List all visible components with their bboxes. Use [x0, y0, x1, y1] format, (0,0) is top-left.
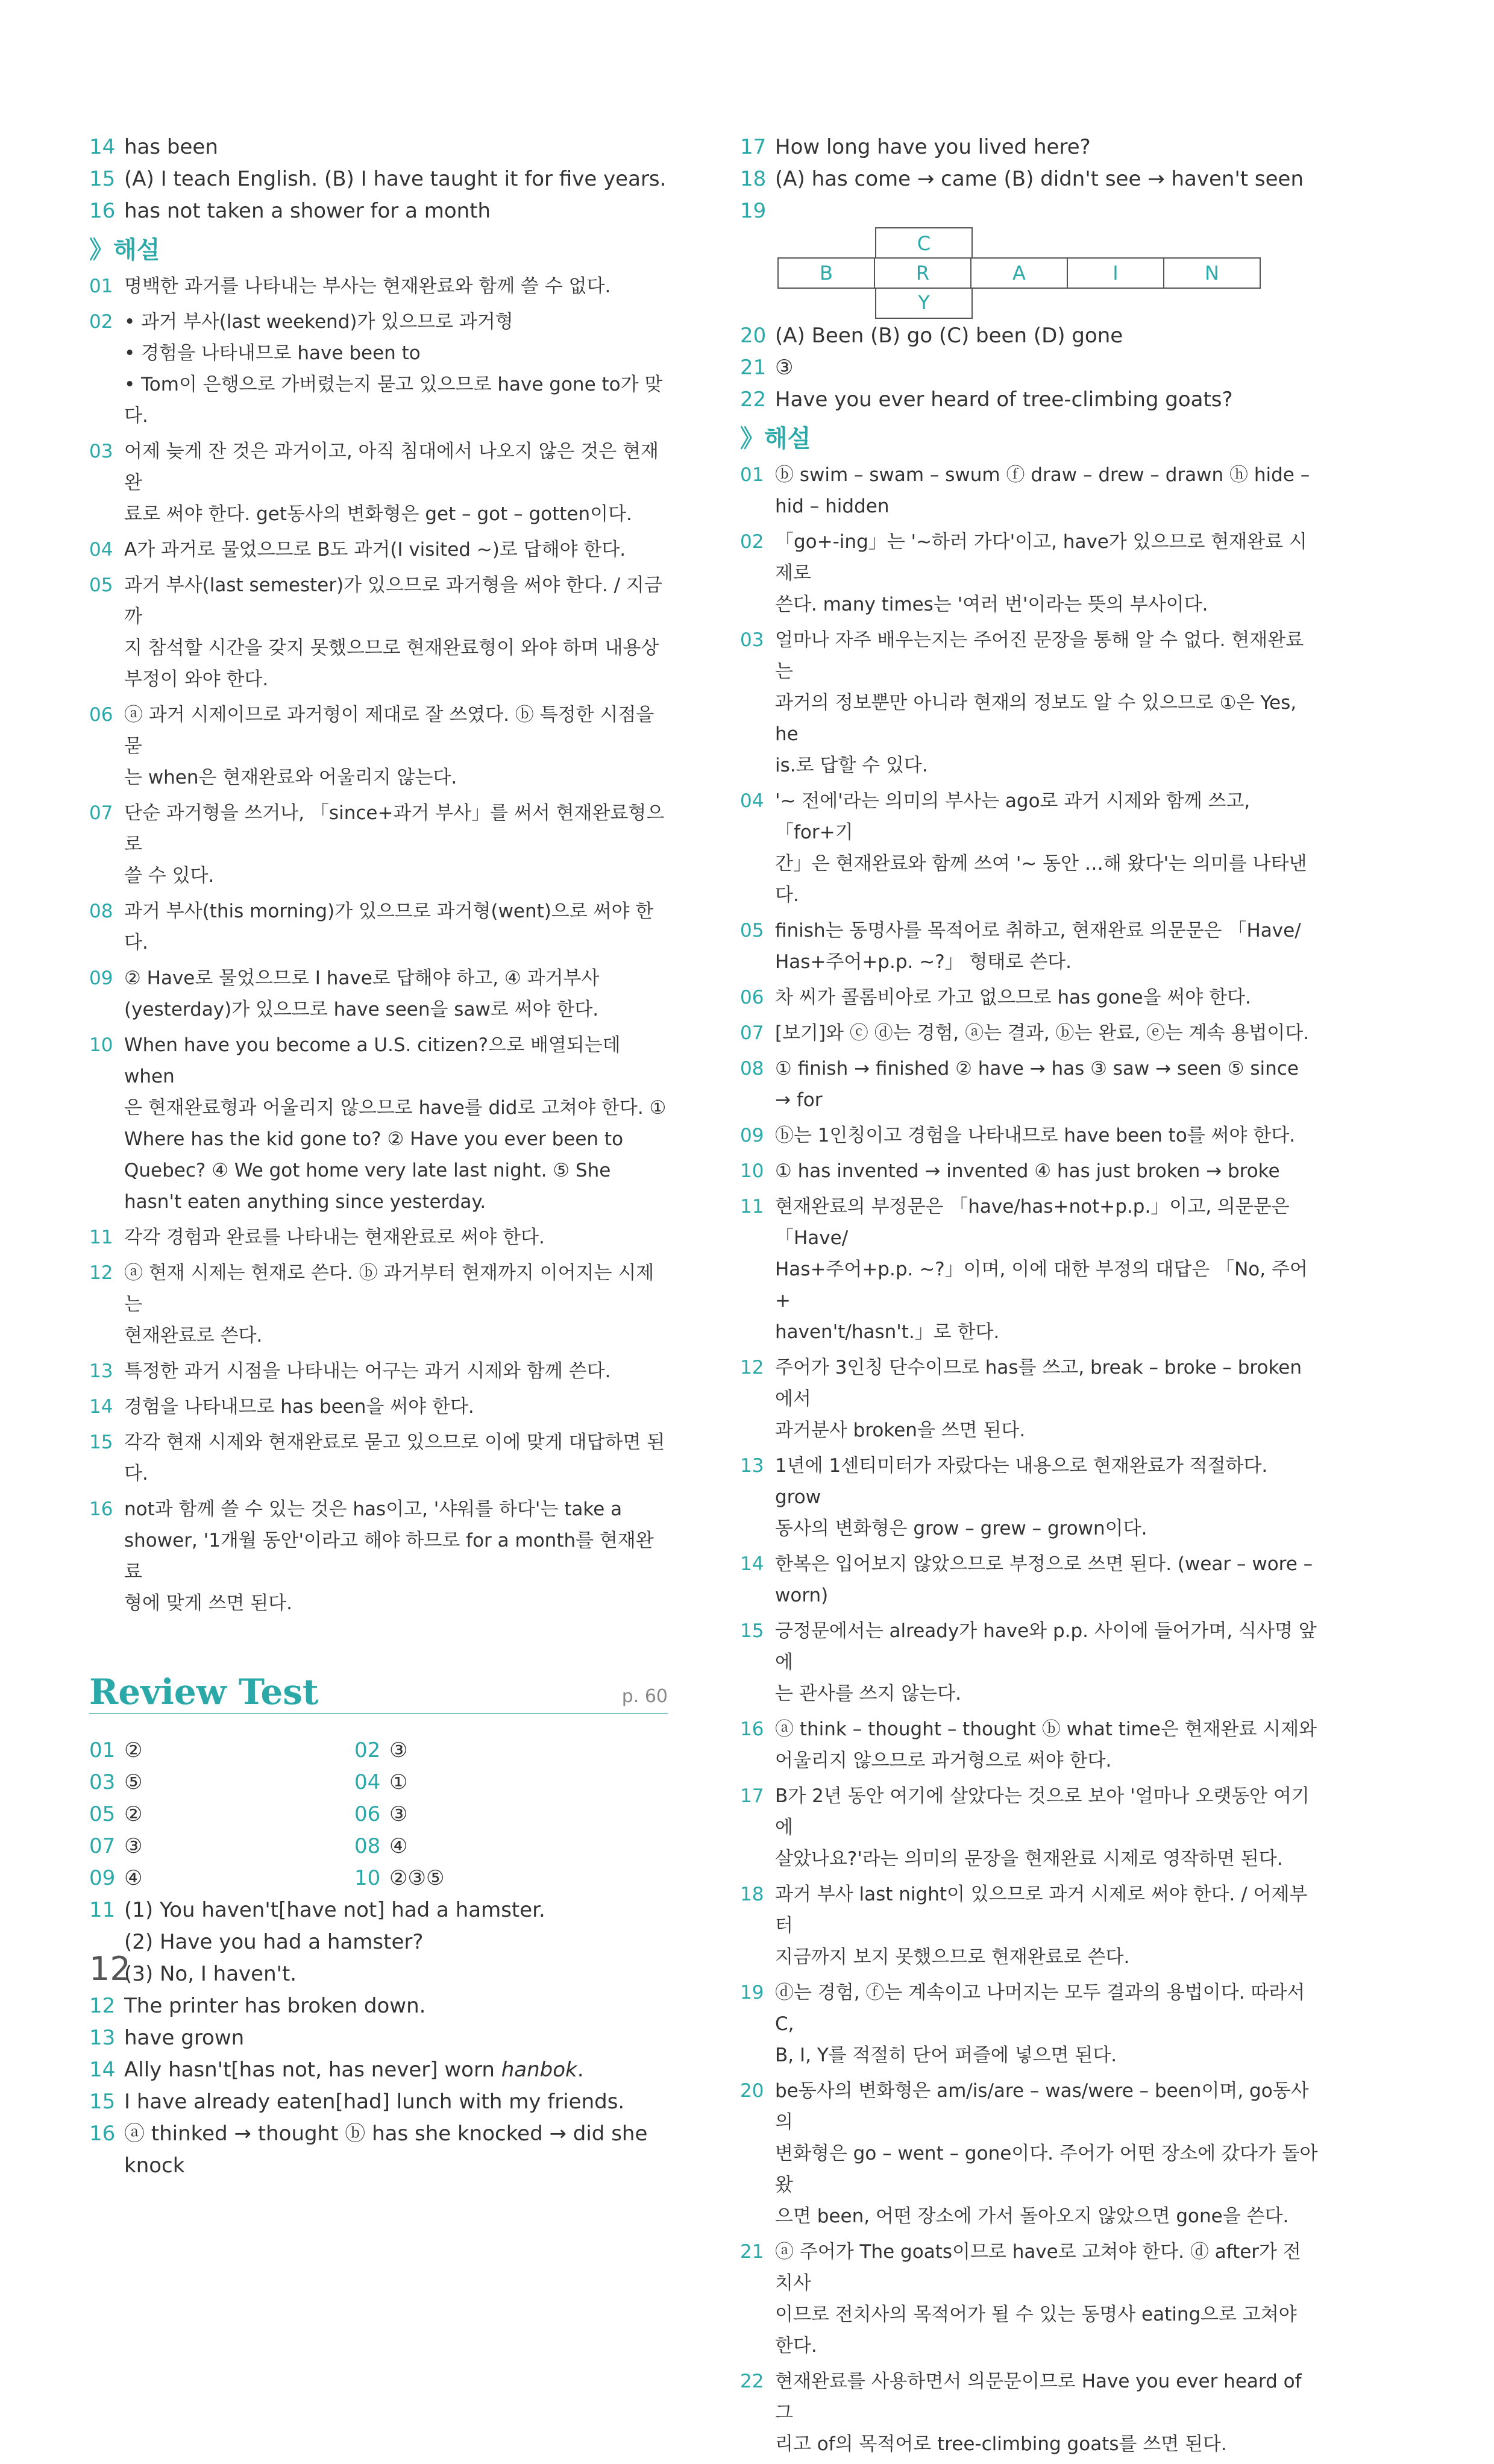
- review-test-header: [89, 1672, 668, 1714]
- answer-item: [740, 1450, 1319, 1544]
- answer-item: [89, 1222, 668, 1253]
- item-number: 09: [740, 1125, 764, 1146]
- answer-item: [89, 131, 668, 163]
- answer-item: [89, 195, 668, 227]
- item-number: 03: [740, 629, 764, 651]
- item-line: When have you become a U.S. citizen?으로 배열되는데 when: [124, 1034, 621, 1087]
- answer-item: [740, 1879, 1319, 1973]
- answer-item: [740, 352, 1319, 384]
- item-line: knock: [124, 2154, 185, 2178]
- item-text: [124, 699, 668, 793]
- right-column: [740, 131, 1319, 2464]
- review-test-title: Review Test: [89, 1671, 319, 1712]
- item-line: 지 참석할 시간을 갖지 못했으므로 현재완료형이 와야 하며 내용상: [124, 637, 659, 659]
- item-line: not과 함께 쓸 수 있는 것은 has이고, '샤워를 하다'는 take a: [124, 1498, 623, 1520]
- item-line: 는 when은 현재완료와 어울리지 않는다.: [124, 767, 457, 788]
- answer-item: [89, 2086, 668, 2118]
- item-line: '~ 전에'라는 의미의 부사는 ago로 과거 시제와 함께 쓰고, 「for+기: [775, 790, 1251, 843]
- item-line: 지금까지 보지 못했으므로 현재완료로 쓴다.: [775, 1946, 1130, 1968]
- item-number: 04: [354, 1770, 381, 1794]
- item-line: 특정한 과거 시점을 나타내는 어구는 과거 시제와 함께 쓴다.: [124, 1360, 611, 1382]
- item-line: • Tom이 은행으로 가버렸는지 묻고 있으므로 have gone to가 맞다.: [124, 374, 663, 427]
- item-text: How long have you lived here?: [775, 135, 1091, 159]
- item-line: Has+주어+p.p. ~?」 형태로 쓴다.: [775, 951, 1072, 973]
- item-text: [124, 1494, 668, 1619]
- item-number: 10: [740, 1160, 764, 1182]
- item-number: 07: [740, 1022, 764, 1044]
- item-line: 차 씨가 콜롬비아로 가고 없으므로 has gone을 써야 한다.: [775, 987, 1251, 1008]
- item-line: → for: [775, 1089, 823, 1111]
- item-line: ⓓ는 경험, ⓕ는 계속이고 나머지는 모두 결과의 용법이다. 따라서 C,: [775, 1982, 1305, 2035]
- item-text: [124, 306, 668, 432]
- answer-item: [740, 1615, 1319, 1709]
- item-line: The printer has broken down.: [124, 1994, 426, 2018]
- item-text: [124, 271, 668, 302]
- answer-item: [740, 982, 1319, 1013]
- item-text: [775, 1714, 1319, 1776]
- item-text: [124, 2118, 668, 2182]
- word-puzzle: [740, 227, 1319, 316]
- item-text: [124, 1391, 668, 1422]
- answer-item: [740, 320, 1319, 352]
- item-number: 10: [354, 1866, 381, 1890]
- answer-item: [740, 1977, 1319, 2071]
- item-number: 17: [740, 135, 767, 159]
- item-line: 료로 써야 한다. get동사의 변화형은 get – got – gotten이다.: [124, 503, 632, 525]
- item-number: 16: [89, 2122, 116, 2146]
- item-line: ⓐ thinked → thought ⓑ has she knocked → did she: [124, 2122, 648, 2146]
- item-line: finish는 동명사를 목적어로 취하고, 현재완료 의문문은 「Have/: [775, 920, 1301, 941]
- item-line: worn): [775, 1585, 829, 1606]
- item-number: 19: [740, 199, 767, 223]
- item-text: [775, 2366, 1319, 2460]
- item-text: [775, 1191, 1319, 1348]
- item-number: 17: [740, 1785, 764, 1807]
- item-text: [775, 915, 1319, 978]
- item-line: shower, '1개월 동안'이라고 해야 하므로 for a month를 현재완료: [124, 1530, 654, 1583]
- item-text: [775, 982, 1319, 1013]
- item-text: (A) Been (B) go (C) been (D) gone: [775, 324, 1123, 348]
- item-line: 명백한 과거를 나타내는 부사는 현재완료와 함께 쓸 수 없다.: [124, 275, 611, 297]
- item-text: ③: [124, 1834, 143, 1858]
- explanation-heading: 》해설: [740, 425, 811, 453]
- answer-item: [89, 306, 668, 432]
- puzzle-cell: N: [1163, 257, 1261, 289]
- puzzle-cell: C: [875, 227, 973, 259]
- item-line: 는 관사를 쓰지 않는다.: [775, 1683, 961, 1705]
- answer-item: [89, 1894, 668, 1990]
- answer-item: [354, 1735, 620, 1767]
- answer-item: [740, 195, 1319, 227]
- item-text: ④: [389, 1834, 408, 1858]
- item-number: 02: [89, 311, 113, 333]
- item-line: 살았나요?'라는 의미의 문장을 현재완료 시제로 영작하면 된다.: [775, 1848, 1283, 1870]
- answer-item: [740, 2366, 1319, 2460]
- item-text: [775, 1053, 1319, 1116]
- item-number: 11: [740, 1196, 764, 1218]
- item-line: ② Have로 물었으므로 I have로 답해야 하고, ④ 과거부사: [124, 967, 600, 989]
- answer-item: [89, 1862, 354, 1894]
- item-number: 06: [89, 704, 113, 726]
- item-text: (A) I teach English. (B) I have taught it for five years.: [124, 167, 667, 191]
- item-number: 16: [740, 1718, 764, 1740]
- item-line: 부정이 와야 한다.: [124, 668, 269, 690]
- item-line: 간」은 현재완료와 함께 쓰여 '~ 동안 …해 왔다'는 의미를 나타낸다.: [775, 853, 1307, 906]
- item-line: 으면 been, 어떤 장소에 가서 돌아오지 않았으면 gone을 쓴다.: [775, 2205, 1289, 2227]
- item-number: 22: [740, 2371, 764, 2392]
- answer-item: [740, 526, 1319, 620]
- answer-item: [354, 1767, 620, 1799]
- item-number: 07: [89, 802, 113, 824]
- item-text: [775, 2236, 1319, 2362]
- puzzle-cell: I: [1067, 257, 1164, 289]
- item-line: 현재완료를 사용하면서 의문문이므로 Have you ever heard of 그: [775, 2371, 1302, 2424]
- item-line: 각각 경험과 완료를 나타내는 현재완료로 써야 한다.: [124, 1227, 545, 1248]
- item-number: 09: [89, 1866, 116, 1890]
- item-number: 02: [740, 531, 764, 553]
- item-line: 과거의 정보뿐만 아니라 현재의 정보도 알 수 있으므로 ①은 Yes, he: [775, 692, 1297, 745]
- left-column: [89, 131, 668, 2182]
- answer-item: [740, 163, 1319, 195]
- item-text: [775, 195, 1319, 227]
- answer-item: [740, 384, 1319, 416]
- puzzle-cell: R: [874, 257, 971, 289]
- item-number: 21: [740, 356, 767, 380]
- review-test-page-ref: p. 60: [621, 1686, 668, 1707]
- item-line: 리고 of의 목적어로 tree-climbing goats를 쓰면 된다.: [775, 2433, 1227, 2455]
- item-number: 19: [740, 1982, 764, 2004]
- answer-list: [740, 131, 1319, 227]
- item-text: [775, 1548, 1319, 1611]
- item-number: 16: [89, 1498, 113, 1520]
- item-line: ⓐ 현재 시제는 현재로 쓴다. ⓑ 과거부터 현재까지 이어지는 시제는: [124, 1262, 654, 1315]
- item-text: ③: [389, 1802, 408, 1826]
- item-line: 긍정문에서는 already가 have와 p.p. 사이에 들어가며, 식사명 앞에: [775, 1620, 1317, 1673]
- answer-item: [740, 1053, 1319, 1116]
- item-text: ②: [124, 1802, 143, 1826]
- answer-item: [89, 1257, 668, 1351]
- item-text: ④: [124, 1866, 143, 1890]
- answer-item: [740, 624, 1319, 781]
- item-line: Has+주어+p.p. ~?」이며, 이에 대한 부정의 대답은 「No, 주어+: [775, 1259, 1308, 1312]
- item-line: 이므로 전치사의 목적어가 될 수 있는 동명사 eating으로 고쳐야 한다.: [775, 2304, 1297, 2357]
- item-line: 변화형은 go – went – gone이다. 주어가 어떤 장소에 갔다가 돌아왔: [775, 2143, 1318, 2196]
- item-number: 14: [89, 2058, 116, 2082]
- item-line: 은 현재완료형과 어울리지 않으므로 have를 did로 고쳐야 한다. ①: [124, 1097, 667, 1119]
- item-text: [775, 1879, 1319, 1973]
- item-text: ③: [775, 356, 794, 380]
- item-line: 쓸 수 있다.: [124, 865, 215, 887]
- answer-item: [89, 797, 668, 891]
- item-number: 11: [89, 1898, 116, 1922]
- answer-item: [354, 1831, 620, 1862]
- item-line: 얼마나 자주 배우는지는 주어진 문장을 통해 알 수 없다. 현재완료는: [775, 629, 1304, 682]
- item-line: (2) Have you had a hamster?: [124, 1930, 424, 1954]
- answer-item: [89, 2118, 668, 2182]
- item-number: 12: [89, 1262, 113, 1284]
- item-line: 다.: [124, 1463, 148, 1485]
- answer-item: [740, 1352, 1319, 1446]
- item-number: 10: [89, 1034, 113, 1056]
- item-number: 09: [89, 967, 113, 989]
- item-text: ①: [389, 1770, 408, 1794]
- item-number: 14: [89, 1396, 113, 1418]
- item-text: [124, 963, 668, 1025]
- answer-item: [89, 699, 668, 793]
- item-line: (1) You haven't[have not] had a hamster.: [124, 1898, 545, 1922]
- item-line: 한복은 입어보지 않았으므로 부정으로 쓰면 된다. (wear – wore –: [775, 1553, 1313, 1575]
- item-line: 주어가 3인칭 단수이므로 has를 쓰고, break – broke – broken에서: [775, 1357, 1302, 1410]
- item-number: 22: [740, 388, 767, 412]
- answer-item: [89, 1831, 354, 1862]
- item-number: 01: [740, 464, 764, 486]
- item-line: 경험을 나타내므로 has been을 써야 한다.: [124, 1396, 474, 1418]
- item-number: 13: [89, 2026, 116, 2050]
- answer-item: [740, 131, 1319, 163]
- answer-item: [89, 1391, 668, 1422]
- answer-item: [89, 1799, 354, 1831]
- answer-item: [89, 896, 668, 958]
- item-line: B가 2년 동안 여기에 살았다는 것으로 보아 '얼마나 오랫동안 여기에: [775, 1785, 1310, 1838]
- item-text: [124, 1427, 668, 1489]
- answer-item: [740, 785, 1319, 911]
- item-text: has not taken a shower for a month: [124, 199, 491, 223]
- item-number: 18: [740, 167, 767, 191]
- answer-item: [354, 1862, 620, 1894]
- item-line: ⓐ 과거 시제이므로 과거형이 제대로 잘 쓰였다. ⓑ 특정한 시점을 묻: [124, 704, 654, 757]
- item-text: [124, 896, 668, 958]
- item-line: hid – hidden: [775, 495, 890, 517]
- page-number: 12: [89, 1950, 131, 1988]
- answer-item: [740, 1191, 1319, 1348]
- item-number: 08: [89, 900, 113, 922]
- item-number: 05: [89, 1802, 116, 1826]
- item-number: 14: [89, 135, 116, 159]
- item-number: 06: [354, 1802, 381, 1826]
- puzzle-cell: Y: [875, 288, 973, 319]
- item-number: 01: [89, 275, 113, 297]
- item-text: [775, 785, 1319, 911]
- item-text: [775, 1120, 1319, 1151]
- item-text: [775, 526, 1319, 620]
- item-number: 08: [354, 1834, 381, 1858]
- item-text: [124, 2086, 668, 2118]
- item-line: [보기]와 ⓒ ⓓ는 경험, ⓐ는 결과, ⓑ는 완료, ⓔ는 계속 용법이다.: [775, 1022, 1310, 1044]
- item-line: • 경험을 나타내므로 have been to: [124, 342, 421, 364]
- item-line: ① finish → finished ② have → has ③ saw → seen ⑤ since: [775, 1058, 1299, 1080]
- item-line: 각각 현재 시제와 현재완료로 묻고 있으므로 이에 맞게 대답하면 된: [124, 1432, 665, 1453]
- item-number: 05: [89, 574, 113, 596]
- answer-item: [740, 915, 1319, 978]
- item-text: Have you ever heard of tree-climbing goats?: [775, 388, 1233, 412]
- item-number: 15: [89, 1432, 113, 1453]
- item-number: 21: [740, 2241, 764, 2263]
- item-line: (yesterday)가 있으므로 have seen을 saw로 써야 한다.: [124, 999, 599, 1020]
- answer-item: [89, 1427, 668, 1489]
- item-line: 어울리지 않으므로 과거형으로 써야 한다.: [775, 1750, 1112, 1771]
- item-number: 11: [89, 1227, 113, 1248]
- answer-item: [89, 163, 668, 195]
- item-line: is.로 답할 수 있다.: [775, 755, 928, 776]
- item-text: [775, 1977, 1319, 2071]
- answer-item: [740, 2236, 1319, 2362]
- item-line: 형에 맞게 쓰면 된다.: [124, 1592, 292, 1614]
- item-text: [775, 1450, 1319, 1544]
- answer-item: [89, 570, 668, 695]
- item-text: [124, 797, 668, 891]
- item-text: [124, 1356, 668, 1387]
- item-text: [124, 1257, 668, 1351]
- item-number: 05: [740, 920, 764, 941]
- item-text: [124, 570, 668, 695]
- item-line: 동사의 변화형은 grow – grew – grown이다.: [775, 1518, 1147, 1539]
- item-line: ⓑ swim – swam – swum ⓕ draw – drew – drawn ⓗ hide –: [775, 464, 1310, 486]
- answer-item: [354, 1799, 620, 1831]
- item-number: 13: [740, 1455, 764, 1477]
- item-text: ②: [124, 1738, 143, 1762]
- answer-item: [89, 2054, 668, 2086]
- answer-list: [740, 320, 1319, 416]
- item-text: [124, 2022, 668, 2054]
- item-text: [124, 1222, 668, 1253]
- item-line: haven't/hasn't.」로 한다.: [775, 1321, 1000, 1343]
- review-answer-list: [89, 1894, 668, 2182]
- item-line: 어제 늦게 잔 것은 과거이고, 아직 침대에서 나오지 않은 것은 현재완: [124, 441, 659, 494]
- item-number: 15: [89, 2090, 116, 2114]
- item-text: [775, 1780, 1319, 1875]
- item-line: ① has invented → invented ④ has just broken → broke: [775, 1160, 1280, 1182]
- item-line: ⓐ think – thought – thought ⓑ what time은 현재완료 시제와: [775, 1718, 1317, 1740]
- answer-item: [89, 963, 668, 1025]
- item-number: 12: [740, 1357, 764, 1378]
- item-text: ⑤: [124, 1770, 143, 1794]
- item-line: have grown: [124, 2026, 245, 2050]
- item-line: 쓴다. many times는 '여러 번'이라는 뜻의 부사이다.: [775, 594, 1208, 615]
- item-text: ②③⑤: [389, 1866, 445, 1890]
- answer-item: [740, 1017, 1319, 1049]
- item-number: 02: [354, 1738, 381, 1762]
- answer-item: [89, 271, 668, 302]
- review-answer-grid: [89, 1735, 668, 1894]
- item-number: 12: [89, 1994, 116, 2018]
- explanation-list: [740, 459, 1319, 2460]
- answer-item: [740, 1780, 1319, 1875]
- explanation-heading: 》해설: [89, 236, 160, 264]
- item-line: 과거 부사(last semester)가 있으므로 과거형을 써야 한다. / 지금까: [124, 574, 662, 627]
- item-text: [124, 436, 668, 530]
- item-number: 20: [740, 2080, 764, 2102]
- item-text: [124, 2054, 668, 2086]
- item-line: • 과거 부사(last weekend)가 있으므로 과거형: [124, 311, 513, 333]
- answer-item: [89, 1990, 668, 2022]
- item-line: Where has the kid gone to? ② Have you ever been to: [124, 1128, 624, 1150]
- item-line: 1년에 1센티미터가 자랐다는 내용으로 현재완료가 적절하다. grow: [775, 1455, 1268, 1508]
- item-text: (A) has come → came (B) didn't see → haven't seen: [775, 167, 1304, 191]
- answer-item: [89, 1767, 354, 1799]
- item-number: 04: [89, 539, 113, 561]
- item-text: [775, 459, 1319, 522]
- item-number: 04: [740, 790, 764, 812]
- item-line: 「go+-ing」는 '~하러 가다'이고, have가 있으므로 현재완료 시제로: [775, 531, 1307, 584]
- answer-item: [89, 1356, 668, 1387]
- answer-item: [89, 1735, 354, 1767]
- item-number: 14: [740, 1553, 764, 1575]
- answer-item: [89, 534, 668, 565]
- item-text: [775, 1155, 1319, 1187]
- puzzle-cell: B: [777, 257, 875, 289]
- item-line: hasn't eaten anything since yesterday.: [124, 1191, 486, 1213]
- item-line: ⓐ 주어가 The goats이므로 have로 고쳐야 한다. ⓓ after가 전치사: [775, 2241, 1301, 2294]
- item-number: 06: [740, 987, 764, 1008]
- item-text: [124, 534, 668, 565]
- item-text: [775, 2075, 1319, 2232]
- item-line: 과거분사 broken을 쓰면 된다.: [775, 1419, 1026, 1441]
- item-number: 18: [740, 1884, 764, 1905]
- answer-item: [89, 1494, 668, 1619]
- item-text: [124, 1029, 668, 1218]
- item-line: 현재완료로 쓴다.: [124, 1325, 263, 1347]
- puzzle-cell: A: [970, 257, 1068, 289]
- answer-item: [740, 1548, 1319, 1611]
- item-line: 단순 과거형을 쓰거나, 「since+과거 부사」를 써서 현재완료형으로: [124, 802, 665, 855]
- item-number: 15: [89, 167, 116, 191]
- item-number: 13: [89, 1360, 113, 1382]
- item-text: [775, 624, 1319, 781]
- item-number: 03: [89, 441, 113, 462]
- answer-item: [89, 1029, 668, 1218]
- item-line: 과거 부사 last night이 있으므로 과거 시제로 써야 한다. / 어제부터: [775, 1884, 1308, 1937]
- item-text: [775, 1017, 1319, 1049]
- item-text: [124, 1990, 668, 2022]
- item-line: Quebec? ④ We got home very late last night. ⑤ She: [124, 1160, 611, 1181]
- answer-list: [89, 131, 668, 227]
- item-line: A가 과거로 물었으므로 B도 과거(I visited ~)로 답해야 한다.: [124, 539, 626, 561]
- item-text: [124, 1894, 668, 1990]
- item-number: 15: [740, 1620, 764, 1642]
- answer-item: [740, 459, 1319, 522]
- item-number: 01: [89, 1738, 116, 1762]
- item-line: 현재완료의 부정문은 「have/has+not+p.p.」이고, 의문문은 「Have/: [775, 1196, 1290, 1249]
- item-line: B, I, Y를 적절히 단어 퍼즐에 넣으면 된다.: [775, 2044, 1117, 2066]
- item-text: [775, 1615, 1319, 1709]
- item-text: has been: [124, 135, 218, 159]
- item-line: 과거 부사(this morning)가 있으므로 과거형(went)으로 써야 한다.: [124, 900, 654, 954]
- answer-item: [740, 1155, 1319, 1187]
- item-line: (3) No, I haven't.: [124, 1962, 297, 1986]
- item-line: ⓑ는 1인칭이고 경험을 나타내므로 have been to를 써야 한다.: [775, 1125, 1296, 1146]
- answer-item: [740, 1714, 1319, 1776]
- item-number: 08: [740, 1058, 764, 1080]
- explanation-list: [89, 271, 668, 1619]
- item-line: be동사의 변화형은 am/is/are – was/were – been이며, go동사의: [775, 2080, 1309, 2133]
- item-number: 03: [89, 1770, 116, 1794]
- answer-item: [89, 2022, 668, 2054]
- answer-item: [89, 436, 668, 530]
- item-number: 20: [740, 324, 767, 348]
- item-line: Ally hasn't[has not, has never] worn hanbok.: [124, 2058, 584, 2082]
- item-text: ③: [389, 1738, 408, 1762]
- item-line: I have already eaten[had] lunch with my friends.: [124, 2090, 625, 2114]
- item-text: [775, 1352, 1319, 1446]
- answer-item: [740, 2075, 1319, 2232]
- item-number: 16: [89, 199, 116, 223]
- answer-item: [740, 1120, 1319, 1151]
- item-number: 07: [89, 1834, 116, 1858]
